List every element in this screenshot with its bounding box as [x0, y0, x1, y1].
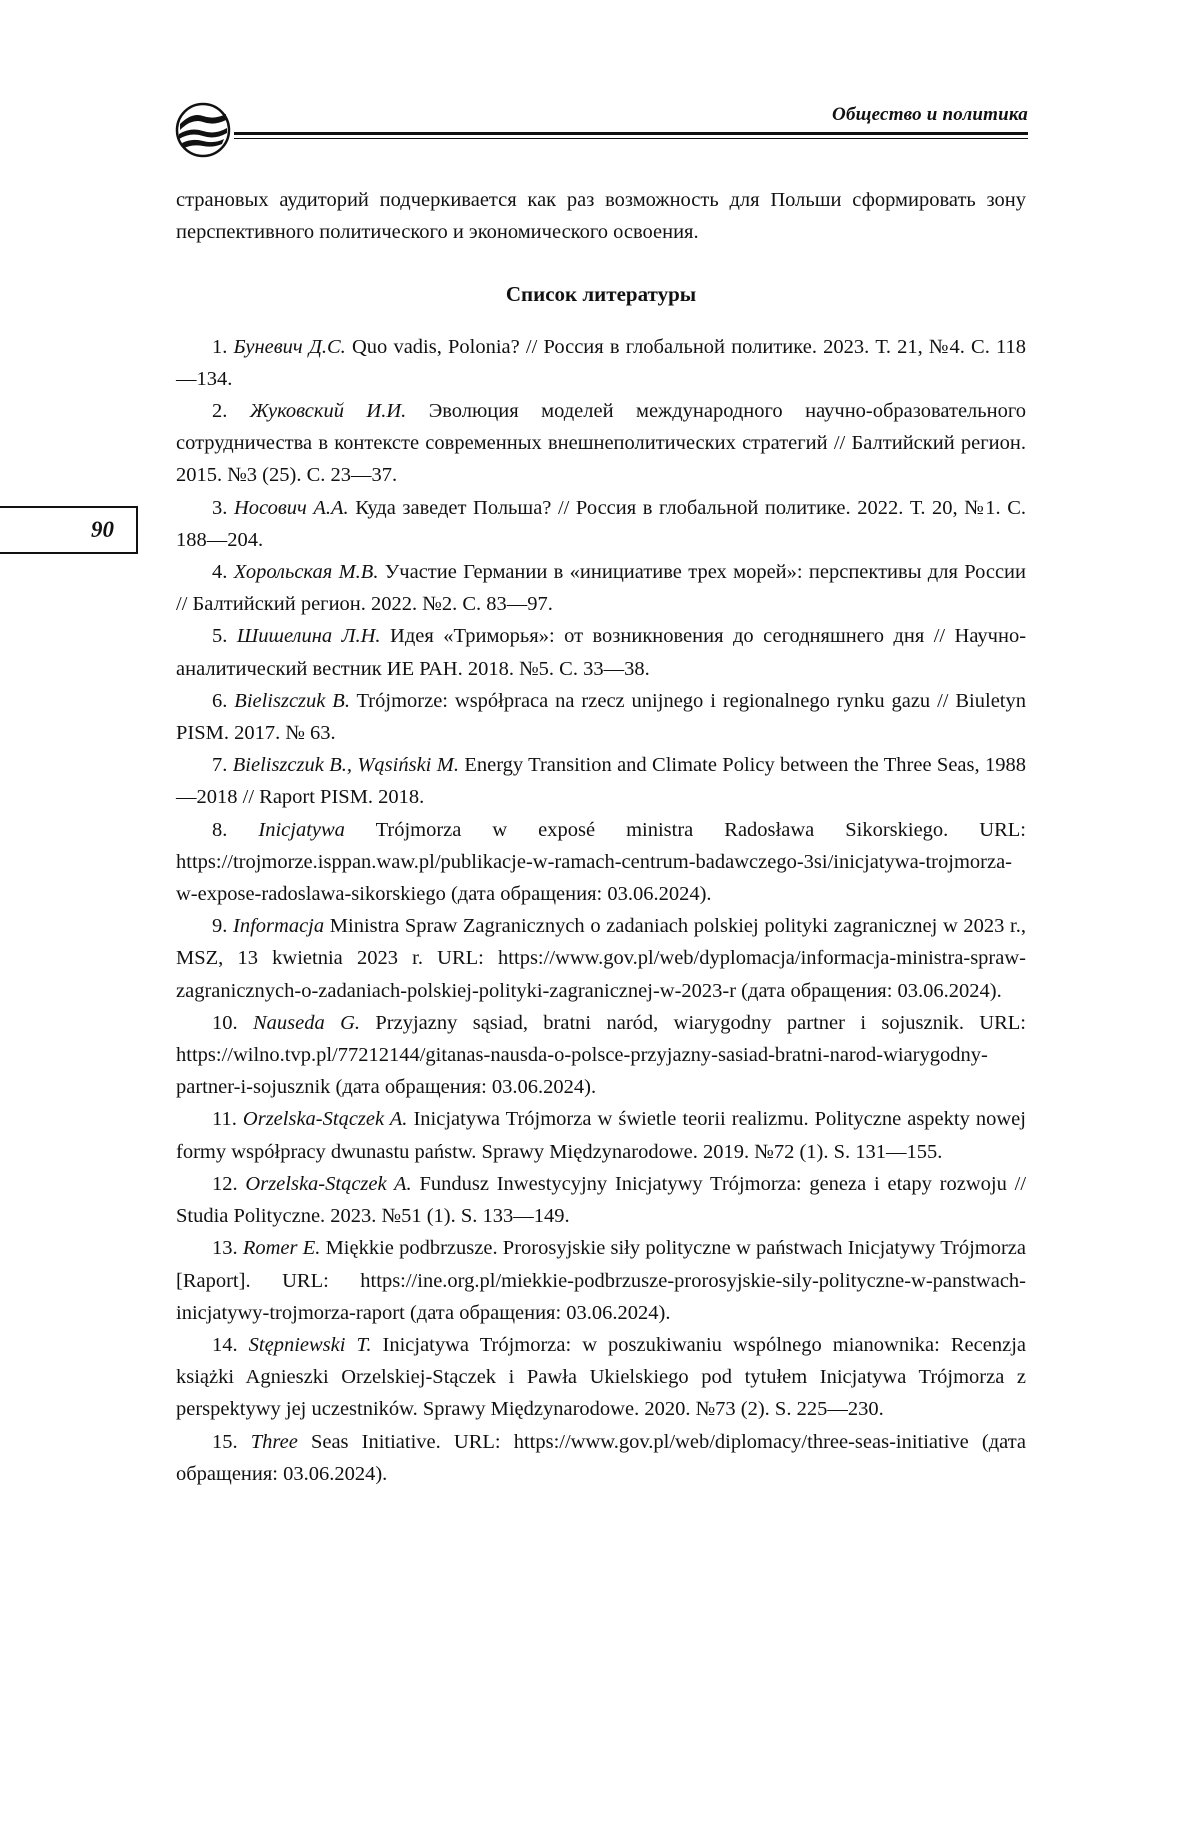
- reference-number: 4.: [212, 561, 228, 584]
- main-content: [176, 184, 1026, 1490]
- reference-author: Informacja: [233, 915, 325, 938]
- running-header: [174, 100, 1028, 160]
- header-rule-thin: [234, 138, 1028, 139]
- reference-number: 10.: [212, 1011, 238, 1034]
- reference-author: Носович А.А.: [233, 496, 349, 519]
- reference-author: Nauseda G.: [252, 1011, 361, 1034]
- reference-text: Przyjazny sąsiad, bratni naród, wiarygodny partner i sojusznik. URL: https://wilno.tvp.pl/77212144/gitanas-nausda-o-polsce-przyjazny-sasiad-bratni-narod-wiarygodny-partner-i-sojusznik (дата обращения: 03.06.2024).: [176, 1011, 1026, 1099]
- reference-author: Хорольская М.В.: [233, 561, 379, 584]
- reference-number: 9.: [212, 915, 228, 938]
- reference-author: Stępniewski T.: [248, 1333, 372, 1356]
- reference-number: 14.: [212, 1333, 238, 1356]
- reference-number: 13.: [212, 1237, 238, 1260]
- reference-item: [176, 331, 1026, 395]
- reference-author: Шишелина Л.Н.: [236, 625, 381, 648]
- reference-item: [176, 1007, 1026, 1104]
- reference-number: 1.: [212, 335, 228, 358]
- reference-number: 2.: [212, 400, 228, 423]
- reference-text: Seas Initiative. URL: https://www.gov.pl/web/diplomacy/three-seas-initiative (дата обращения: 03.06.2024).: [176, 1430, 1027, 1485]
- reference-item: [176, 1168, 1026, 1232]
- reference-text: Trójmorze: współpraca na rzecz unijnego i regionalnego rynku gazu // Biuletyn PISM. 2017. № 63.: [176, 689, 1026, 745]
- reference-item: [176, 1426, 1026, 1490]
- reference-item: [176, 1329, 1026, 1426]
- header-rule: [234, 132, 1028, 135]
- reference-item: [176, 492, 1026, 556]
- reference-text: Участие Германии в «инициативе трех морей»: перспективы для России // Балтийский регион. 2022. №2. С. 83—97.: [176, 561, 1026, 616]
- page-number: 90: [91, 517, 114, 542]
- section-title: Общество и политика: [832, 104, 1028, 125]
- reference-number: 7.: [212, 754, 228, 777]
- reference-item: [176, 814, 1026, 911]
- references-heading: Список литературы: [505, 282, 697, 307]
- reference-number: 15.: [212, 1430, 238, 1453]
- reference-author: Жуковский И.И.: [249, 400, 407, 423]
- reference-text: Куда заведет Польша? // Россия в глобальной политике. 2022. Т. 20, №1. С. 188—204.: [176, 496, 1026, 551]
- reference-text: Идея «Триморья»: от возникновения до сегодняшнего дня // Научно-аналитический вестник ИЕ РАН. 2018. №5. С. 33—38.: [176, 625, 1027, 680]
- reference-author: Romer E.: [242, 1237, 321, 1260]
- reference-item: [176, 620, 1026, 684]
- reference-text: Quo vadis, Polonia? // Россия в глобальной политике. 2023. Т. 21, №4. С. 118—134.: [176, 335, 1027, 390]
- reference-item: [176, 749, 1026, 813]
- reference-text: Miękkie podbrzusze. Prorosyjskie siły polityczne w państwach Inicjatywy Trójmorza [Raport]. URL: https://ine.org.pl/miekkie-podbrzusze-prorosyjskie-sily-polityczne-w-panstwach-inicjatywy-trojmorza-raport (дата обращения: 03.06.2024).: [176, 1237, 1026, 1324]
- reference-author: Bieliszczuk B., Wąsiński M.: [232, 754, 459, 777]
- reference-item: [176, 395, 1026, 492]
- reference-item: [176, 685, 1026, 749]
- reference-text: Эволюция моделей международного научно-образовательного сотрудничества в контексте современных внешнеполитических стратегий // Балтийский регион. 2015. №3 (25). С. 23—37.: [176, 400, 1026, 487]
- reference-item: [176, 910, 1026, 1007]
- reference-author: Буневич Д.С.: [233, 335, 346, 358]
- reference-item: [176, 1232, 1026, 1329]
- reference-number: 3.: [212, 496, 228, 519]
- reference-text: Inicjatywa Trójmorza w świetle teorii realizmu. Polityczne aspekty nowej formy współpracy dwunastu państw. Sprawy Międzynarodowe. 2019. №72 (1). S. 131—155.: [176, 1108, 1026, 1163]
- page-number-tab: [0, 506, 138, 554]
- reference-text: Fundusz Inwestycyjny Inicjatywy Trójmorza: geneza i etapy rozwoju // Studia Polityczne. 2023. №51 (1). S. 133—149.: [176, 1172, 1027, 1228]
- reference-number: 5.: [212, 625, 228, 648]
- references-list: [176, 331, 1026, 1490]
- reference-author: Three: [250, 1430, 298, 1453]
- reference-number: 6.: [212, 689, 228, 712]
- reference-item: [176, 556, 1026, 620]
- reference-text: Trójmorza w exposé ministra Radosława Sikorskiego. URL: https://trojmorze.isppan.waw.pl/publikacje-w-ramach-centrum-badawczego-3si/inicjatywa-trojmorza-w-expose-radoslawa-sikorskiego (дата обращения: 03.06.2024).: [176, 818, 1026, 906]
- reference-author: Inicjatywa: [258, 818, 345, 841]
- intro-paragraph: страновых аудиторий подчеркивается как раз возможность для Польши сформировать зону перспективного политического и экономического освоения.: [176, 189, 1026, 244]
- reference-author: Orzelska-Stączek A.: [242, 1108, 408, 1131]
- reference-number: 8.: [212, 818, 228, 841]
- reference-author: Bieliszczuk B.: [234, 689, 350, 712]
- reference-number: 12.: [212, 1172, 238, 1195]
- reference-item: [176, 1103, 1026, 1167]
- reference-number: 11.: [212, 1108, 237, 1131]
- reference-text: Ministra Spraw Zagranicznych o zadaniach polskiej polityki zagranicznej w 2023 r., MSZ, 13 kwietnia 2023 r. URL: https://www.gov.pl/web/dyplomacja/informacja-ministra-spraw-zagranicznych-o-zadaniach-polskiej-polityki-zagranicznej-w-2023-r (дата обращения: 03.06.2024).: [176, 915, 1026, 1002]
- reference-text: Inicjatywa Trójmorza: w poszukiwaniu wspólnego mianownika: Recenzja książki Agnieszki Orzelskiej-Stączek i Pawła Ukielskiego pod tytułem Inicjatywa Trójmorza z perspektywy jej uczestników. Sprawy Międzynarodowe. 2020. №73 (2). S. 225—230.: [176, 1333, 1026, 1421]
- reference-author: Orzelska-Stączek A.: [245, 1172, 412, 1195]
- reference-text: Energy Transition and Climate Policy between the Three Seas, 1988—2018 // Raport PISM. 2018.: [176, 754, 1027, 809]
- journal-logo-icon: [174, 100, 232, 160]
